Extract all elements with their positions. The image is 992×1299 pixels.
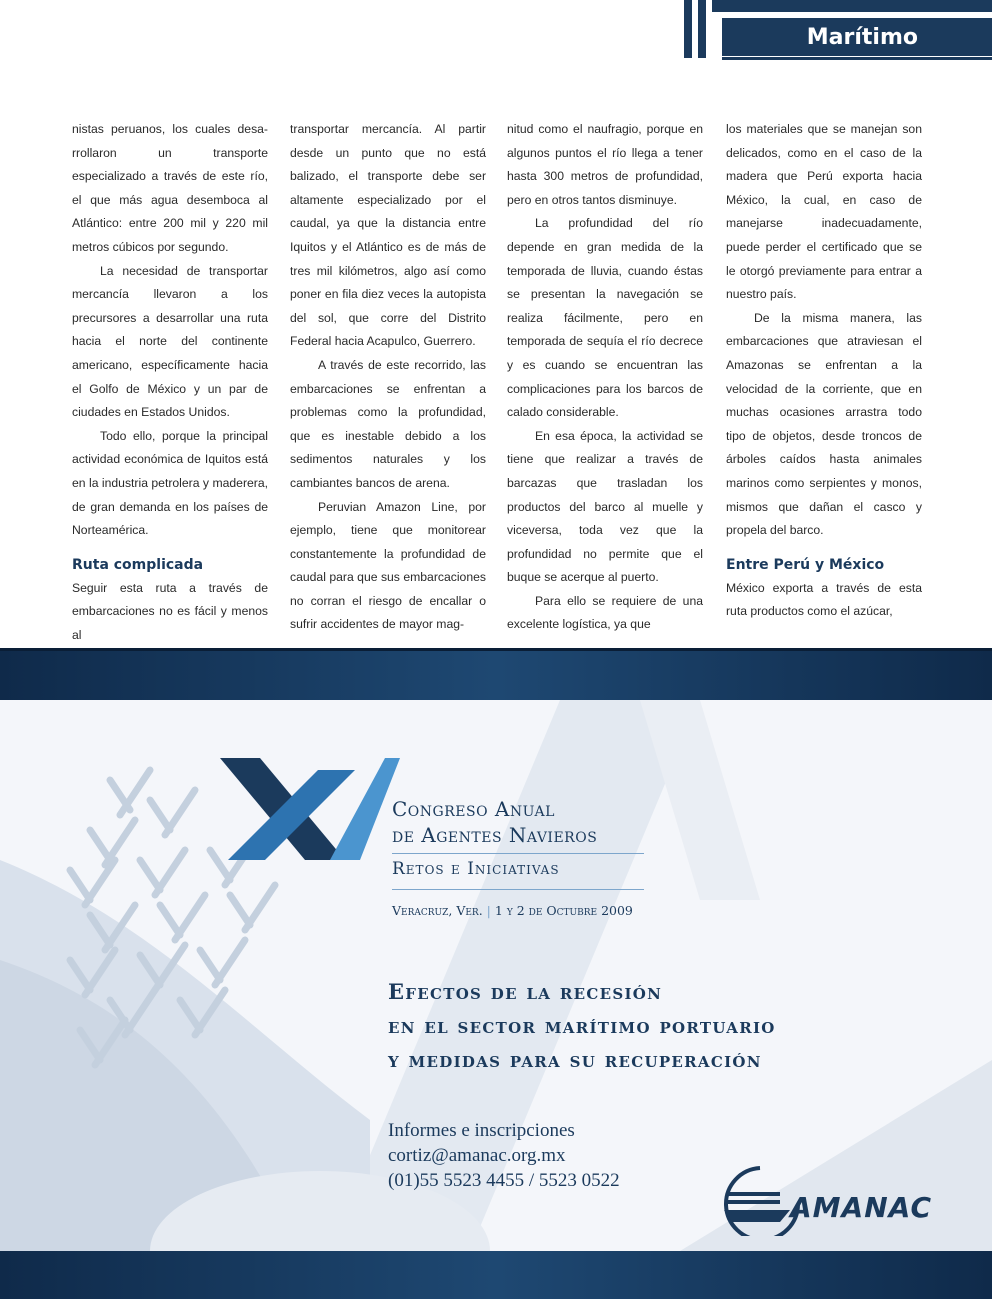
paragraph: En esa época, la actividad se tiene que realizar a través de barcazas que trasladan los productos del barco al muelle y viceversa, toda vez que la profundidad no permite que el buque se acerque al puerto. [507, 428, 703, 585]
paragraph: De la misma manera, las embarcaciones que atraviesan el Amazonas se enfrentan a la velocidad de la corriente, que en muchas ocasiones arrastra todo tipo de objetos, desde troncos de árboles caídos hasta animales marinos como serpientes y monos, mismos que dañan el casco y propela del barco. [726, 310, 922, 538]
header-bar-top [712, 0, 992, 12]
paragraph: A través de este recorrido, las embarcaciones se enfrentan a problemas como la profundidad, que es inestable debido a los sedimentos naturales y los cambiantes bancos de arena. [290, 357, 486, 490]
congress-subtitle: Retos e Iniciativas [392, 859, 560, 879]
congress-theme [388, 975, 776, 1077]
venue-city: Veracruz, Ver. [392, 903, 483, 918]
congress-advertisement [0, 648, 992, 1299]
paragraph: transportar mercancía. Al partir desde un punto que no está balizado, el transporte debe ser altamente especializado por el caudal, ya que la distancia entre Iquitos y el Atlántico es de más de tres mil kilómetros, algo así como poner en fila diez veces la autopista del sol, que corre del Distrito Federal hacia Acapulco, Guerrero. [290, 122, 486, 349]
paragraph: los materiales que se manejan son delicados, como en el caso de la madera que Perú exporta hacia México, la cual, en caso de manejarse inadecuadamente, puede perder el certificado que se le otorgó previamente para entrar a nuestro país. [726, 122, 922, 302]
article-column-2 [290, 118, 486, 637]
subheading-ruta: Ruta complicada [72, 556, 204, 573]
event-dates: 1 y 2 de Octubre 2009 [494, 903, 633, 918]
ad-top-band [0, 648, 992, 700]
ad-top-rule [0, 648, 992, 651]
header-underline [722, 57, 992, 60]
theme-line-2: en el sector marítimo portuario [388, 1013, 776, 1038]
title-rule-1 [392, 853, 644, 854]
paragraph: La necesidad de transportar mercancía llevaron a los precursores a desarrollar una ruta hacia el norte del continente americano, específicamente hacia el Golfo de México y un par de ciudades en Estados Unidos. [72, 263, 268, 420]
paragraph: nistas peruanos, los cuales desa-rrollaron un transporte especializado a través de este río, el que más agua desemboca al Atlántico: entre 200 mil y 220 mil metros cúbicos por segundo. [72, 122, 268, 254]
contact-phone: (01)55 5523 4455 / 5523 0522 [388, 1170, 620, 1191]
article-column-4 [726, 118, 922, 624]
header-bar-left-1 [684, 0, 692, 58]
theme-line-1: Efectos de la recesión [388, 979, 663, 1004]
section-title: Marítimo [722, 18, 992, 56]
paragraph: México exporta a través de esta ruta productos como el azúcar, [726, 580, 922, 619]
subheading-peru-mexico: Entre Perú y México [726, 556, 885, 573]
theme-line-3: y medidas para su recuperación [388, 1047, 762, 1072]
paragraph: Seguir esta ruta a través de embarcaciones no es fácil y menos al [72, 580, 268, 642]
contact-info [388, 1118, 620, 1193]
contact-title: Informes e inscripciones [388, 1120, 575, 1141]
article-column-3 [507, 118, 703, 637]
contact-email[interactable]: cortiz@amanac.org.mx [388, 1145, 566, 1166]
paragraph: nitud como el naufragio, porque en algunos puntos el río llega a tener hasta 300 metros de profundidad, pero en otros tantos disminuye. [507, 122, 703, 207]
paragraph: La profundidad del río depende en gran medida de la temporada de lluvia, cuando éstas se presentan la navegación se realiza fácilmente, pero en temporada de sequía el río decrece y es cuando se encuentran las complicaciones para los barcos de calado considerable. [507, 216, 703, 420]
paragraph: Todo ello, porque la principal actividad económica de Iquitos está en la industria petrolera y maderera, de gran demanda en los países de Norteamérica. [72, 428, 268, 538]
congress-title-line-2: de Agentes Navieros [392, 823, 598, 847]
venue-separator: | [486, 903, 491, 918]
paragraph: Para ello se requiere de una excelente logística, ya que [507, 593, 703, 632]
congress-title-line-1: Congreso Anual [392, 797, 555, 821]
congress-title [392, 796, 597, 848]
header-bar-left-2 [698, 0, 706, 58]
amanac-logo-text: AMANAC [790, 1191, 932, 1224]
article-column-1 [72, 118, 268, 647]
paragraph: Peruvian Amazon Line, por ejemplo, tiene que monitorear constantemente la profundidad de caudal para que sus embarcaciones no corran el riesgo de encallar o sufrir accidentes de mayor mag- [290, 499, 486, 632]
amanac-ship-icon [720, 1166, 800, 1236]
ad-bottom-band [0, 1251, 992, 1299]
venue-date [392, 903, 633, 918]
title-rule-2 [392, 889, 644, 890]
